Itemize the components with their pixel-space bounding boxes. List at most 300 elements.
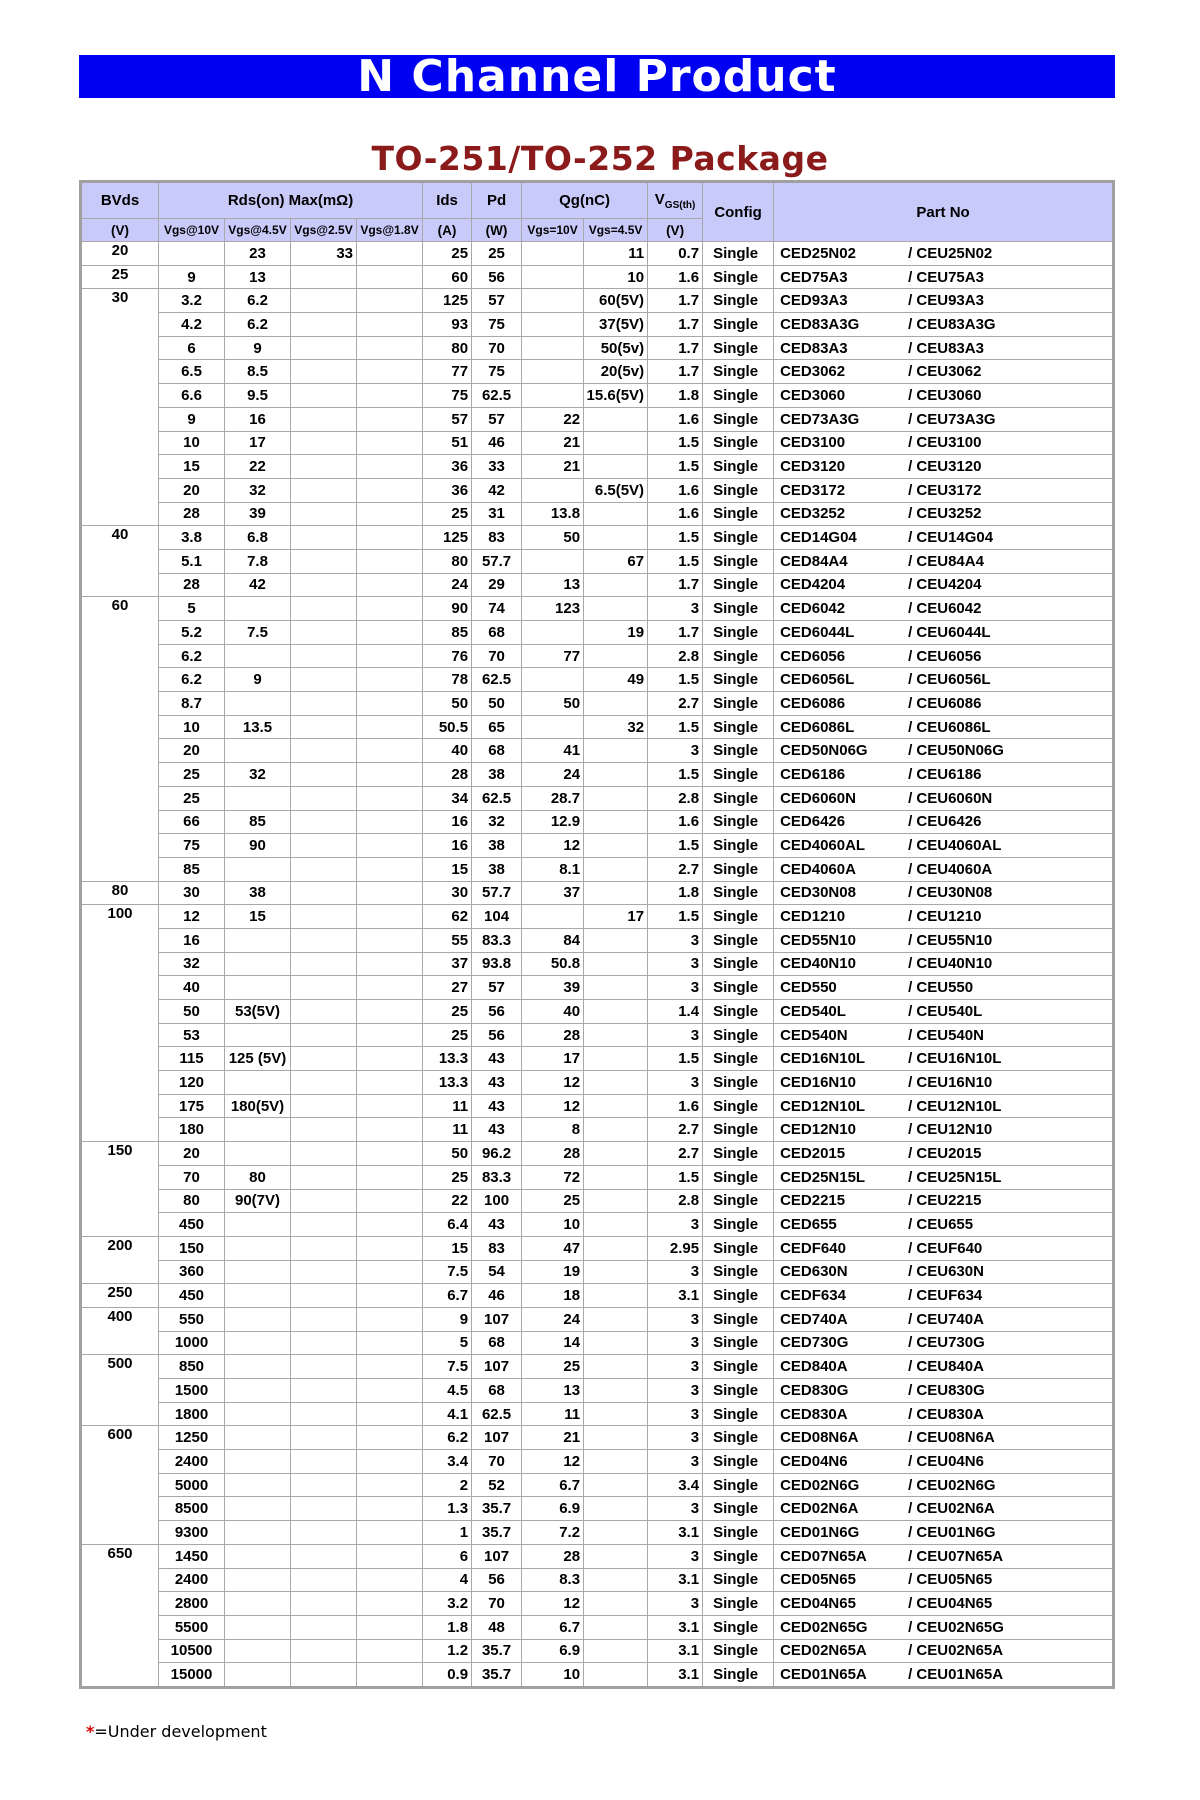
part-number-ced: CED6042 — [780, 600, 846, 618]
cell-qg-vgs45 — [584, 573, 648, 597]
cell-config: Single — [703, 289, 774, 313]
cell-rds-vgs18 — [357, 905, 423, 929]
part-number-ceu: / CEU1210 — [908, 908, 982, 926]
cell-rds-vgs18 — [357, 242, 423, 266]
cell-vgs-th: 3.1 — [648, 1284, 703, 1308]
cell-qg-vgs45 — [584, 1379, 648, 1403]
cell-pd: 52 — [472, 1473, 522, 1497]
cell-rds-vgs10: 66 — [159, 810, 225, 834]
table-row — [81, 1165, 1114, 1189]
table-row — [81, 313, 1114, 337]
cell-config: Single — [703, 1615, 774, 1639]
cell-qg-vgs10: 84 — [522, 928, 584, 952]
cell-bvds: 40 — [81, 526, 159, 597]
cell-qg-vgs10 — [522, 478, 584, 502]
cell-qg-vgs45: 50(5v) — [584, 336, 648, 360]
table-row — [81, 242, 1114, 266]
table-row — [81, 1355, 1114, 1379]
cell-vgs-th: 1.8 — [648, 881, 703, 905]
cell-pd: 70 — [472, 336, 522, 360]
part-number-ceu: / CEU6426 — [908, 813, 982, 831]
part-number-ceu: / CEU830A — [908, 1405, 984, 1423]
cell-ids: 76 — [423, 644, 472, 668]
cell-rds-vgs45: 180(5V) — [225, 1094, 291, 1118]
cell-rds-vgs25 — [291, 431, 357, 455]
part-number-ced: CED6086L — [780, 718, 855, 736]
cell-rds-vgs45 — [225, 1118, 291, 1142]
cell-rds-vgs25 — [291, 1307, 357, 1331]
product-table — [79, 180, 1115, 1689]
cell-rds-vgs10: 6.5 — [159, 360, 225, 384]
cell-vgs-th: 2.95 — [648, 1236, 703, 1260]
table-row — [81, 976, 1114, 1000]
cell-part-no — [774, 1000, 1114, 1024]
cell-rds-vgs10: 2800 — [159, 1592, 225, 1616]
cell-rds-vgs10: 360 — [159, 1260, 225, 1284]
cell-rds-vgs25 — [291, 1284, 357, 1308]
page-title-banner — [79, 51, 1115, 102]
cell-qg-vgs10 — [522, 668, 584, 692]
cell-pd: 43 — [472, 1071, 522, 1095]
cell-config: Single — [703, 1544, 774, 1568]
cell-rds-vgs45 — [225, 786, 291, 810]
cell-rds-vgs18 — [357, 810, 423, 834]
part-number-ced: CED02N65G — [780, 1618, 868, 1636]
cell-rds-vgs45: 17 — [225, 431, 291, 455]
cell-part-no — [774, 1071, 1114, 1095]
part-number-ced: CED6044L — [780, 623, 855, 641]
cell-config: Single — [703, 715, 774, 739]
cell-qg-vgs45 — [584, 1165, 648, 1189]
cell-qg-vgs45: 49 — [584, 668, 648, 692]
cell-rds-vgs18 — [357, 573, 423, 597]
part-number-ceu: / CEU2215 — [908, 1192, 982, 1210]
cell-rds-vgs18 — [357, 1615, 423, 1639]
cell-rds-vgs25 — [291, 1355, 357, 1379]
part-number-ced: CED655 — [780, 1216, 837, 1234]
table-row — [81, 1331, 1114, 1355]
cell-qg-vgs10: 14 — [522, 1331, 584, 1355]
cell-rds-vgs18 — [357, 1379, 423, 1403]
cell-config: Single — [703, 1094, 774, 1118]
cell-vgs-th: 1.7 — [648, 336, 703, 360]
cell-part-no — [774, 834, 1114, 858]
part-number-ceu: / CEU6056 — [908, 647, 982, 665]
cell-rds-vgs45: 42 — [225, 573, 291, 597]
cell-vgs-th: 1.5 — [648, 763, 703, 787]
cell-config: Single — [703, 1189, 774, 1213]
cell-rds-vgs45 — [225, 1426, 291, 1450]
cell-qg-vgs45: 60(5V) — [584, 289, 648, 313]
cell-qg-vgs45 — [584, 1142, 648, 1166]
cell-vgs-th: 1.6 — [648, 407, 703, 431]
cell-pd: 68 — [472, 1379, 522, 1403]
cell-rds-vgs25 — [291, 1000, 357, 1024]
cell-qg-vgs10: 41 — [522, 739, 584, 763]
cell-config: Single — [703, 1023, 774, 1047]
cell-config: Single — [703, 1473, 774, 1497]
table-row — [81, 857, 1114, 881]
table-row — [81, 455, 1114, 479]
footnote-star-icon: * — [86, 1722, 95, 1741]
cell-rds-vgs10: 10 — [159, 715, 225, 739]
cell-part-no — [774, 407, 1114, 431]
cell-ids: 4.1 — [423, 1402, 472, 1426]
part-number-ced: CED6086 — [780, 694, 846, 712]
cell-ids: 25 — [423, 1000, 472, 1024]
part-number-ceu: / CEU12N10 — [908, 1121, 993, 1139]
cell-rds-vgs18 — [357, 1213, 423, 1237]
cell-part-no — [774, 360, 1114, 384]
part-number-ced: CED830G — [780, 1381, 849, 1399]
cell-config: Single — [703, 1284, 774, 1308]
cell-qg-vgs10: 10 — [522, 1213, 584, 1237]
cell-qg-vgs10 — [522, 905, 584, 929]
cell-part-no — [774, 976, 1114, 1000]
cell-ids: 6.7 — [423, 1284, 472, 1308]
cell-vgs-th: 3 — [648, 1023, 703, 1047]
header-vgs-th — [648, 182, 703, 219]
cell-vgs-th: 3.1 — [648, 1521, 703, 1545]
cell-rds-vgs10: 30 — [159, 881, 225, 905]
cell-rds-vgs18 — [357, 1473, 423, 1497]
table-row — [81, 644, 1114, 668]
cell-vgs-th: 1.4 — [648, 1000, 703, 1024]
cell-pd: 107 — [472, 1544, 522, 1568]
cell-rds-vgs25 — [291, 1331, 357, 1355]
cell-vgs-th: 3 — [648, 1592, 703, 1616]
cell-part-no — [774, 668, 1114, 692]
part-number-ceu: / CEUF634 — [908, 1287, 983, 1305]
table-body — [81, 242, 1114, 1688]
cell-rds-vgs45: 85 — [225, 810, 291, 834]
cell-pd: 57.7 — [472, 881, 522, 905]
cell-ids: 60 — [423, 265, 472, 289]
cell-ids: 15 — [423, 857, 472, 881]
cell-pd: 83.3 — [472, 1165, 522, 1189]
cell-rds-vgs10: 1250 — [159, 1426, 225, 1450]
header-rds-vgs25: Vgs@2.5V — [291, 219, 357, 242]
cell-pd: 43 — [472, 1094, 522, 1118]
cell-ids: 1.8 — [423, 1615, 472, 1639]
cell-rds-vgs10: 5.1 — [159, 549, 225, 573]
cell-rds-vgs25 — [291, 1379, 357, 1403]
cell-rds-vgs25 — [291, 526, 357, 550]
cell-qg-vgs10: 28.7 — [522, 786, 584, 810]
cell-ids: 28 — [423, 763, 472, 787]
cell-config: Single — [703, 1497, 774, 1521]
cell-rds-vgs45 — [225, 1663, 291, 1688]
cell-qg-vgs10: 8 — [522, 1118, 584, 1142]
cell-pd: 38 — [472, 763, 522, 787]
cell-config: Single — [703, 644, 774, 668]
cell-qg-vgs10: 13.8 — [522, 502, 584, 526]
cell-rds-vgs45: 9 — [225, 668, 291, 692]
cell-rds-vgs18 — [357, 313, 423, 337]
cell-rds-vgs10: 9 — [159, 265, 225, 289]
cell-bvds: 20 — [81, 242, 159, 266]
cell-rds-vgs18 — [357, 1000, 423, 1024]
cell-ids: 22 — [423, 1189, 472, 1213]
cell-rds-vgs10: 5 — [159, 597, 225, 621]
table-row — [81, 1142, 1114, 1166]
cell-rds-vgs45: 32 — [225, 763, 291, 787]
cell-rds-vgs25 — [291, 739, 357, 763]
part-number-ceu: / CEU01N6G — [908, 1523, 996, 1541]
cell-rds-vgs18 — [357, 692, 423, 716]
cell-ids: 36 — [423, 455, 472, 479]
cell-rds-vgs45: 7.5 — [225, 621, 291, 645]
cell-part-no — [774, 881, 1114, 905]
cell-rds-vgs10: 9 — [159, 407, 225, 431]
cell-pd: 83 — [472, 526, 522, 550]
cell-rds-vgs25 — [291, 1450, 357, 1474]
cell-part-no — [774, 1521, 1114, 1545]
cell-qg-vgs10: 13 — [522, 573, 584, 597]
cell-vgs-th: 1.5 — [648, 834, 703, 858]
part-number-ceu: / CEUF640 — [908, 1239, 983, 1257]
part-number-ced: CED08N6A — [780, 1429, 859, 1447]
cell-part-no — [774, 384, 1114, 408]
part-number-ced: CEDF634 — [780, 1287, 846, 1305]
cell-part-no — [774, 1615, 1114, 1639]
cell-vgs-th: 1.7 — [648, 360, 703, 384]
cell-rds-vgs18 — [357, 1331, 423, 1355]
cell-part-no — [774, 526, 1114, 550]
cell-qg-vgs45 — [584, 526, 648, 550]
cell-rds-vgs25 — [291, 1426, 357, 1450]
cell-config: Single — [703, 526, 774, 550]
cell-pd: 50 — [472, 692, 522, 716]
part-number-ced: CED3062 — [780, 363, 846, 381]
cell-rds-vgs45: 7.8 — [225, 549, 291, 573]
cell-rds-vgs45: 80 — [225, 1165, 291, 1189]
cell-ids: 7.5 — [423, 1260, 472, 1284]
cell-part-no — [774, 1663, 1114, 1688]
cell-config: Single — [703, 1142, 774, 1166]
header-rds-vgs18: Vgs@1.8V — [357, 219, 423, 242]
cell-ids: 30 — [423, 881, 472, 905]
table-row — [81, 1663, 1114, 1688]
cell-qg-vgs45 — [584, 1568, 648, 1592]
cell-rds-vgs18 — [357, 597, 423, 621]
cell-qg-vgs10: 28 — [522, 1023, 584, 1047]
cell-qg-vgs45 — [584, 1047, 648, 1071]
cell-rds-vgs45 — [225, 928, 291, 952]
part-number-ceu: / CEU3120 — [908, 458, 982, 476]
part-number-ced: CED740A — [780, 1310, 848, 1328]
cell-rds-vgs10: 150 — [159, 1236, 225, 1260]
part-number-ced: CED05N65 — [780, 1571, 856, 1589]
header-vgs-unit: (V) — [648, 219, 703, 242]
cell-vgs-th: 1.7 — [648, 313, 703, 337]
part-number-ced: CED25N02 — [780, 244, 856, 262]
cell-vgs-th: 3 — [648, 1497, 703, 1521]
part-number-ced: CED01N6G — [780, 1523, 860, 1541]
cell-rds-vgs25 — [291, 1544, 357, 1568]
cell-rds-vgs45: 13 — [225, 265, 291, 289]
part-number-ceu: / CEU630N — [908, 1263, 984, 1281]
cell-pd: 48 — [472, 1615, 522, 1639]
cell-part-no — [774, 336, 1114, 360]
cell-vgs-th: 2.7 — [648, 857, 703, 881]
cell-qg-vgs10 — [522, 242, 584, 266]
cell-rds-vgs10: 25 — [159, 786, 225, 810]
cell-rds-vgs25 — [291, 549, 357, 573]
table-row — [81, 573, 1114, 597]
table-row — [81, 763, 1114, 787]
cell-pd: 43 — [472, 1213, 522, 1237]
cell-qg-vgs45 — [584, 976, 648, 1000]
cell-vgs-th: 3.1 — [648, 1615, 703, 1639]
cell-rds-vgs10: 20 — [159, 739, 225, 763]
cell-ids: 50.5 — [423, 715, 472, 739]
cell-rds-vgs25 — [291, 360, 357, 384]
part-number-ced: CED83A3G — [780, 315, 860, 333]
table-row — [81, 1260, 1114, 1284]
cell-rds-vgs45: 13.5 — [225, 715, 291, 739]
cell-config: Single — [703, 1568, 774, 1592]
part-number-ceu: / CEU6086L — [908, 718, 991, 736]
cell-qg-vgs10: 21 — [522, 455, 584, 479]
part-number-ceu: / CEU730G — [908, 1334, 985, 1352]
cell-part-no — [774, 597, 1114, 621]
cell-rds-vgs10: 1450 — [159, 1544, 225, 1568]
cell-rds-vgs10: 450 — [159, 1284, 225, 1308]
cell-qg-vgs45 — [584, 1260, 648, 1284]
cell-qg-vgs45 — [584, 1473, 648, 1497]
cell-rds-vgs25 — [291, 1260, 357, 1284]
cell-ids: 40 — [423, 739, 472, 763]
cell-config: Single — [703, 1000, 774, 1024]
part-number-ced: CED40N10 — [780, 955, 856, 973]
cell-pd: 35.7 — [472, 1521, 522, 1545]
cell-rds-vgs25 — [291, 834, 357, 858]
cell-vgs-th: 3 — [648, 1355, 703, 1379]
cell-pd: 35.7 — [472, 1497, 522, 1521]
cell-rds-vgs18 — [357, 1023, 423, 1047]
table-row — [81, 952, 1114, 976]
cell-qg-vgs10: 19 — [522, 1260, 584, 1284]
cell-ids: 125 — [423, 526, 472, 550]
cell-ids: 93 — [423, 313, 472, 337]
cell-ids: 15 — [423, 1236, 472, 1260]
cell-vgs-th: 3 — [648, 1402, 703, 1426]
cell-ids: 0.9 — [423, 1663, 472, 1688]
cell-rds-vgs18 — [357, 763, 423, 787]
part-number-ceu: / CEU3062 — [908, 363, 982, 381]
part-number-ced: CED730G — [780, 1334, 849, 1352]
table-row — [81, 1473, 1114, 1497]
part-number-ceu: / CEU6042 — [908, 600, 982, 618]
cell-qg-vgs45: 6.5(5V) — [584, 478, 648, 502]
cell-rds-vgs45 — [225, 644, 291, 668]
cell-ids: 4 — [423, 1568, 472, 1592]
cell-rds-vgs18 — [357, 360, 423, 384]
header-pd: Pd — [472, 182, 522, 219]
cell-pd: 43 — [472, 1118, 522, 1142]
cell-qg-vgs45 — [584, 1023, 648, 1047]
footnote-text: =Under development — [94, 1722, 267, 1741]
cell-pd: 70 — [472, 644, 522, 668]
cell-rds-vgs10: 10500 — [159, 1639, 225, 1663]
cell-rds-vgs10: 10 — [159, 431, 225, 455]
cell-ids: 80 — [423, 549, 472, 573]
cell-vgs-th: 3.4 — [648, 1473, 703, 1497]
cell-rds-vgs45: 90(7V) — [225, 1189, 291, 1213]
cell-qg-vgs45 — [584, 1639, 648, 1663]
cell-config: Single — [703, 1592, 774, 1616]
header-ids-unit: (A) — [423, 219, 472, 242]
cell-rds-vgs25 — [291, 1592, 357, 1616]
cell-rds-vgs18 — [357, 976, 423, 1000]
cell-rds-vgs18 — [357, 715, 423, 739]
cell-rds-vgs25 — [291, 905, 357, 929]
cell-config: Single — [703, 1047, 774, 1071]
cell-qg-vgs45 — [584, 431, 648, 455]
cell-pd: 25 — [472, 242, 522, 266]
cell-rds-vgs45 — [225, 1284, 291, 1308]
cell-qg-vgs45 — [584, 1000, 648, 1024]
cell-ids: 77 — [423, 360, 472, 384]
cell-qg-vgs10: 10 — [522, 1663, 584, 1688]
cell-part-no — [774, 1544, 1114, 1568]
cell-pd: 62.5 — [472, 786, 522, 810]
cell-pd: 107 — [472, 1307, 522, 1331]
cell-qg-vgs45 — [584, 692, 648, 716]
table-row — [81, 1379, 1114, 1403]
cell-pd: 65 — [472, 715, 522, 739]
cell-ids: 25 — [423, 1165, 472, 1189]
cell-vgs-th: 3 — [648, 952, 703, 976]
cell-qg-vgs45 — [584, 786, 648, 810]
cell-rds-vgs25 — [291, 1142, 357, 1166]
cell-rds-vgs45 — [225, 597, 291, 621]
cell-rds-vgs45 — [225, 1142, 291, 1166]
cell-rds-vgs25 — [291, 1521, 357, 1545]
part-number-ced: CED6426 — [780, 813, 846, 831]
cell-rds-vgs45 — [225, 1615, 291, 1639]
cell-config: Single — [703, 763, 774, 787]
cell-pd: 62.5 — [472, 384, 522, 408]
cell-config: Single — [703, 407, 774, 431]
cell-bvds: 100 — [81, 905, 159, 1142]
part-number-ced: CED550 — [780, 979, 837, 997]
cell-pd: 93.8 — [472, 952, 522, 976]
part-number-ced: CED02N65A — [780, 1642, 867, 1660]
cell-pd: 83 — [472, 1236, 522, 1260]
cell-ids: 7.5 — [423, 1355, 472, 1379]
cell-qg-vgs10 — [522, 360, 584, 384]
cell-rds-vgs45 — [225, 739, 291, 763]
cell-part-no — [774, 644, 1114, 668]
cell-vgs-th: 1.7 — [648, 573, 703, 597]
cell-rds-vgs45 — [225, 1355, 291, 1379]
part-number-ced: CED16N10 — [780, 1073, 856, 1091]
part-number-ced: CED3100 — [780, 434, 846, 452]
cell-rds-vgs10: 50 — [159, 1000, 225, 1024]
cell-vgs-th: 3 — [648, 1426, 703, 1450]
table-row — [81, 1402, 1114, 1426]
part-number-ceu: / CEU02N6A — [908, 1500, 995, 1518]
table-row — [81, 1592, 1114, 1616]
cell-qg-vgs45 — [584, 952, 648, 976]
cell-rds-vgs45: 9.5 — [225, 384, 291, 408]
header-bvds: BVds — [81, 182, 159, 219]
cell-rds-vgs45: 15 — [225, 905, 291, 929]
part-number-ced: CED840A — [780, 1358, 848, 1376]
cell-part-no — [774, 573, 1114, 597]
